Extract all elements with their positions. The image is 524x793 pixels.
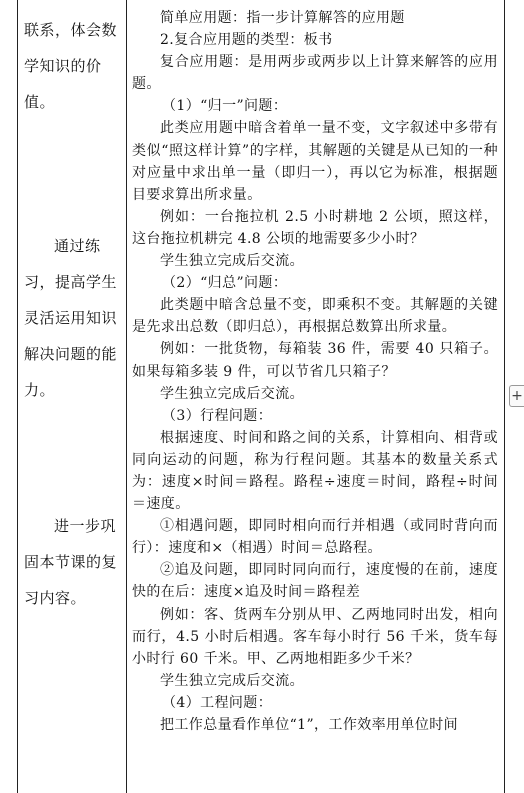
heading-travel: （3）行程问题： [162,407,273,424]
heading-guiyi: （1）“归一”问题： [162,98,288,115]
lesson-content [132,7,498,736]
column-divider [126,0,127,793]
paragraph-exchange-1: 学生独立完成后交流。 [160,253,304,270]
paragraph-meeting-problem: ①相遇问题，即同时相向而行并相遇（或同时背向而行）：速度和×（相遇）时间＝总路程。 [132,518,498,557]
heading-work: （4）工程问题： [162,694,273,711]
expand-button[interactable]: + [509,385,524,407]
paragraph-work-explain: 把工作总量看作单位“1”，工作效率用单位时间 [160,717,459,733]
paragraph-chase-problem: ②追及问题，即同时同向而行，速度慢的在前，速度快的在后：速度×追及时间＝路程差 [132,562,498,601]
left-note-1: 联系，体会数学知识的价值。 [24,21,118,111]
heading-guizong: （2）“归总”问题： [162,275,288,292]
paragraph-exchange-3: 学生独立完成后交流。 [160,672,304,689]
paragraph-guiyi-example: 例如：一台拖拉机 2.5 小时耕地 2 公顷，照这样，这台拖拉机耕完 4.8 公顷的地需要多少小时？ [132,208,498,247]
paragraph-travel-example: 例如：客、货两车分别从甲、乙两地同时出发，相向而行，4.5 小时后相遇。客车每小时行 56 千米，货车每小时行 60 千米。甲、乙两地相距多少千米？ [132,606,498,667]
left-note-3: 进一步巩固本节课的复习内容。 [24,517,118,607]
paragraph-exchange-2: 学生独立完成后交流。 [160,385,304,402]
paragraph-guizong-example: 例如：一批货物，每箱装 36 件，需要 40 只箱子。如果每箱多装 9 件，可以节省几只箱子？ [132,341,498,380]
left-note-2: 通过练习，提高学生灵活运用知识解决问题的能力。 [24,237,118,399]
paragraph-simple-problem: 简单应用题：指一步计算解答的应用题 [160,10,405,26]
paragraph-guiyi-explain: 此类应用题中暗含着单一量不变，文字叙述中多带有类似“照这样计算”的字样，其解题的关键是从已知的一种对应量中求出单一量（即归一），再以它为标准，根据题目要求算出所求量。 [132,120,498,203]
left-column [18,0,125,793]
paragraph-composite-definition: 复合应用题：是用两步或两步以上计算来解答的应用题。 [132,54,498,93]
paragraph-travel-explain: 根据速度、时间和路之间的关系，计算相向、相背或同向运动的问题，称为行程问题。其基本的数量关系式为：速度×时间＝路程。路程÷速度＝时间，路程÷时间＝速度。 [132,429,498,513]
paragraph-guizong-explain: 此类题中暗含总量不变，即乘积不变。其解题的关键是先求出总数（即归总），再根据总数算出所求量。 [132,297,498,336]
paragraph-composite-types: 2.复合应用题的类型：板书 [160,32,333,49]
